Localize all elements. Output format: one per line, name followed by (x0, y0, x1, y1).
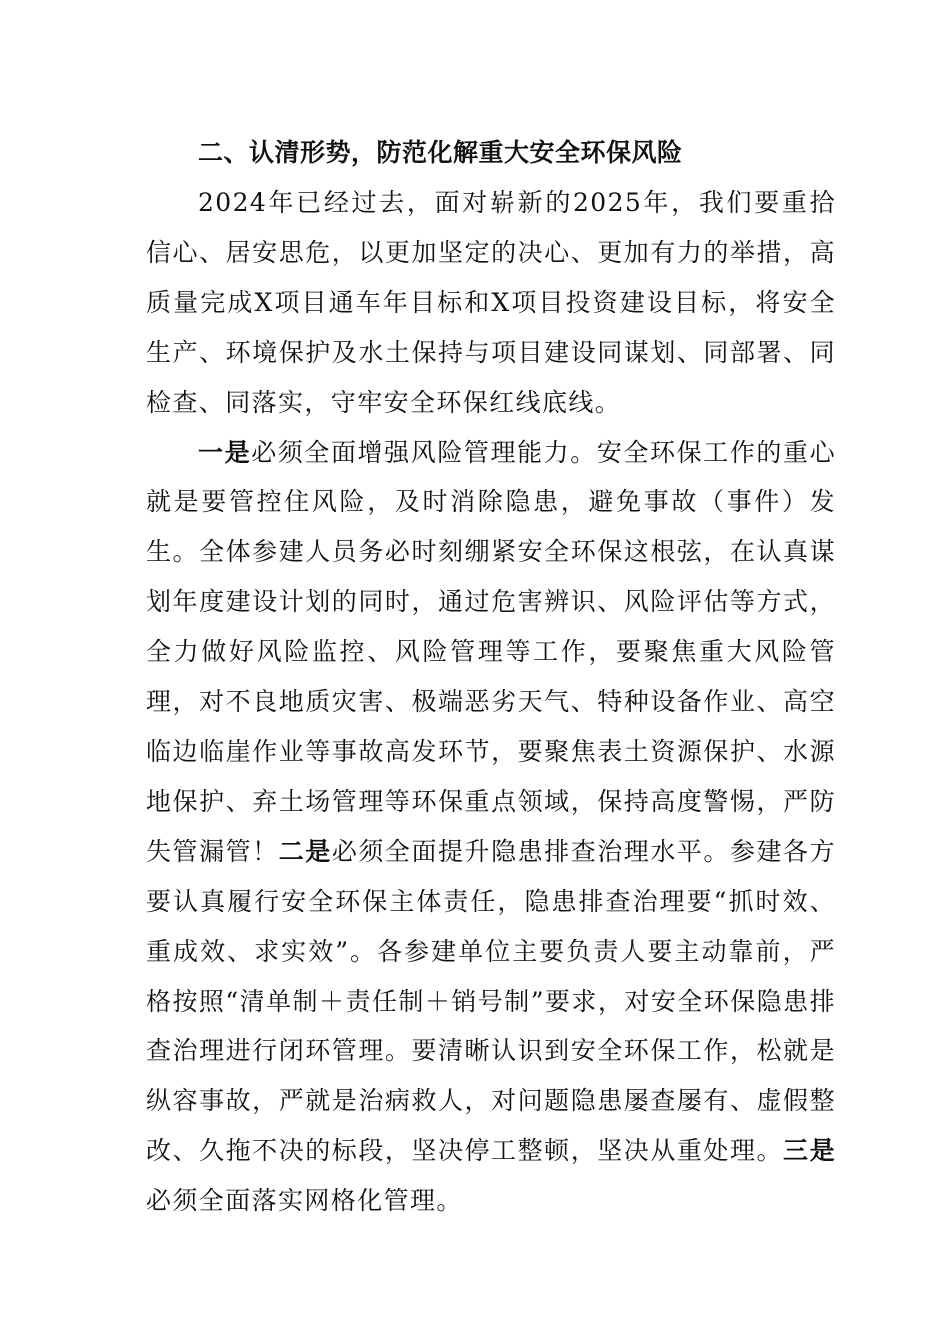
intro-paragraph: 2024年已经过去，面对崭新的2025年，我们要重拾信心、居安思危，以更加坚定的决心、更加有力的举措，高质量完成X项目通车年目标和X项目投资建设目标，将安全生产、环境保护及水土保持与项目建设同谋划、同部署、同检查、同落实，守牢安全环保红线底线。 (146, 188, 836, 417)
measure-third-text: 必须全面落实网格化管理。 (146, 1186, 463, 1216)
lead-first: 一是 (198, 437, 252, 467)
document-page (146, 128, 836, 1226)
lead-second: 二是 (278, 836, 332, 866)
lead-third: 三是 (783, 1136, 836, 1166)
measures-paragraph (146, 428, 836, 1227)
measure-second-text: 必须全面提升隐患排查治理水平。参建各方要认真履行安全环保主体责任，隐患排查治理要“抓时效、重成效、求实效”。各参建单位主要负责人要主动靠前，严格按照“清单制＋责任制＋销号制”要求，对安全环保隐患排查治理进行闭环管理。要清晰认识到安全环保工作，松就是纵容事故，严就是治病救人，对问题隐患屡查屡有、虚假整改、久拖不决的标段，坚决停工整顿，坚决从重处理。 (146, 836, 836, 1166)
measure-first-text: 必须全面增强风险管理能力。安全环保工作的重心就是要管控住风险，及时消除隐患，避免事故（事件）发生。全体参建人员务必时刻绷紧安全环保这根弦，在认真谋划年度建设计划的同时，通过危害辨识、风险评估等方式，全力做好风险监控、风险管理等工作，要聚焦重大风险管理，对不良地质灾害、极端恶劣天气、特种设备作业、高空临边临崖作业等事故高发环节，要聚焦表土资源保护、水源地保护、弃土场管理等环保重点领域，保持高度警惕，严防失管漏管！ (146, 437, 836, 866)
section-heading: 二、认清形势，防范化解重大安全环保风险 (198, 138, 683, 167)
